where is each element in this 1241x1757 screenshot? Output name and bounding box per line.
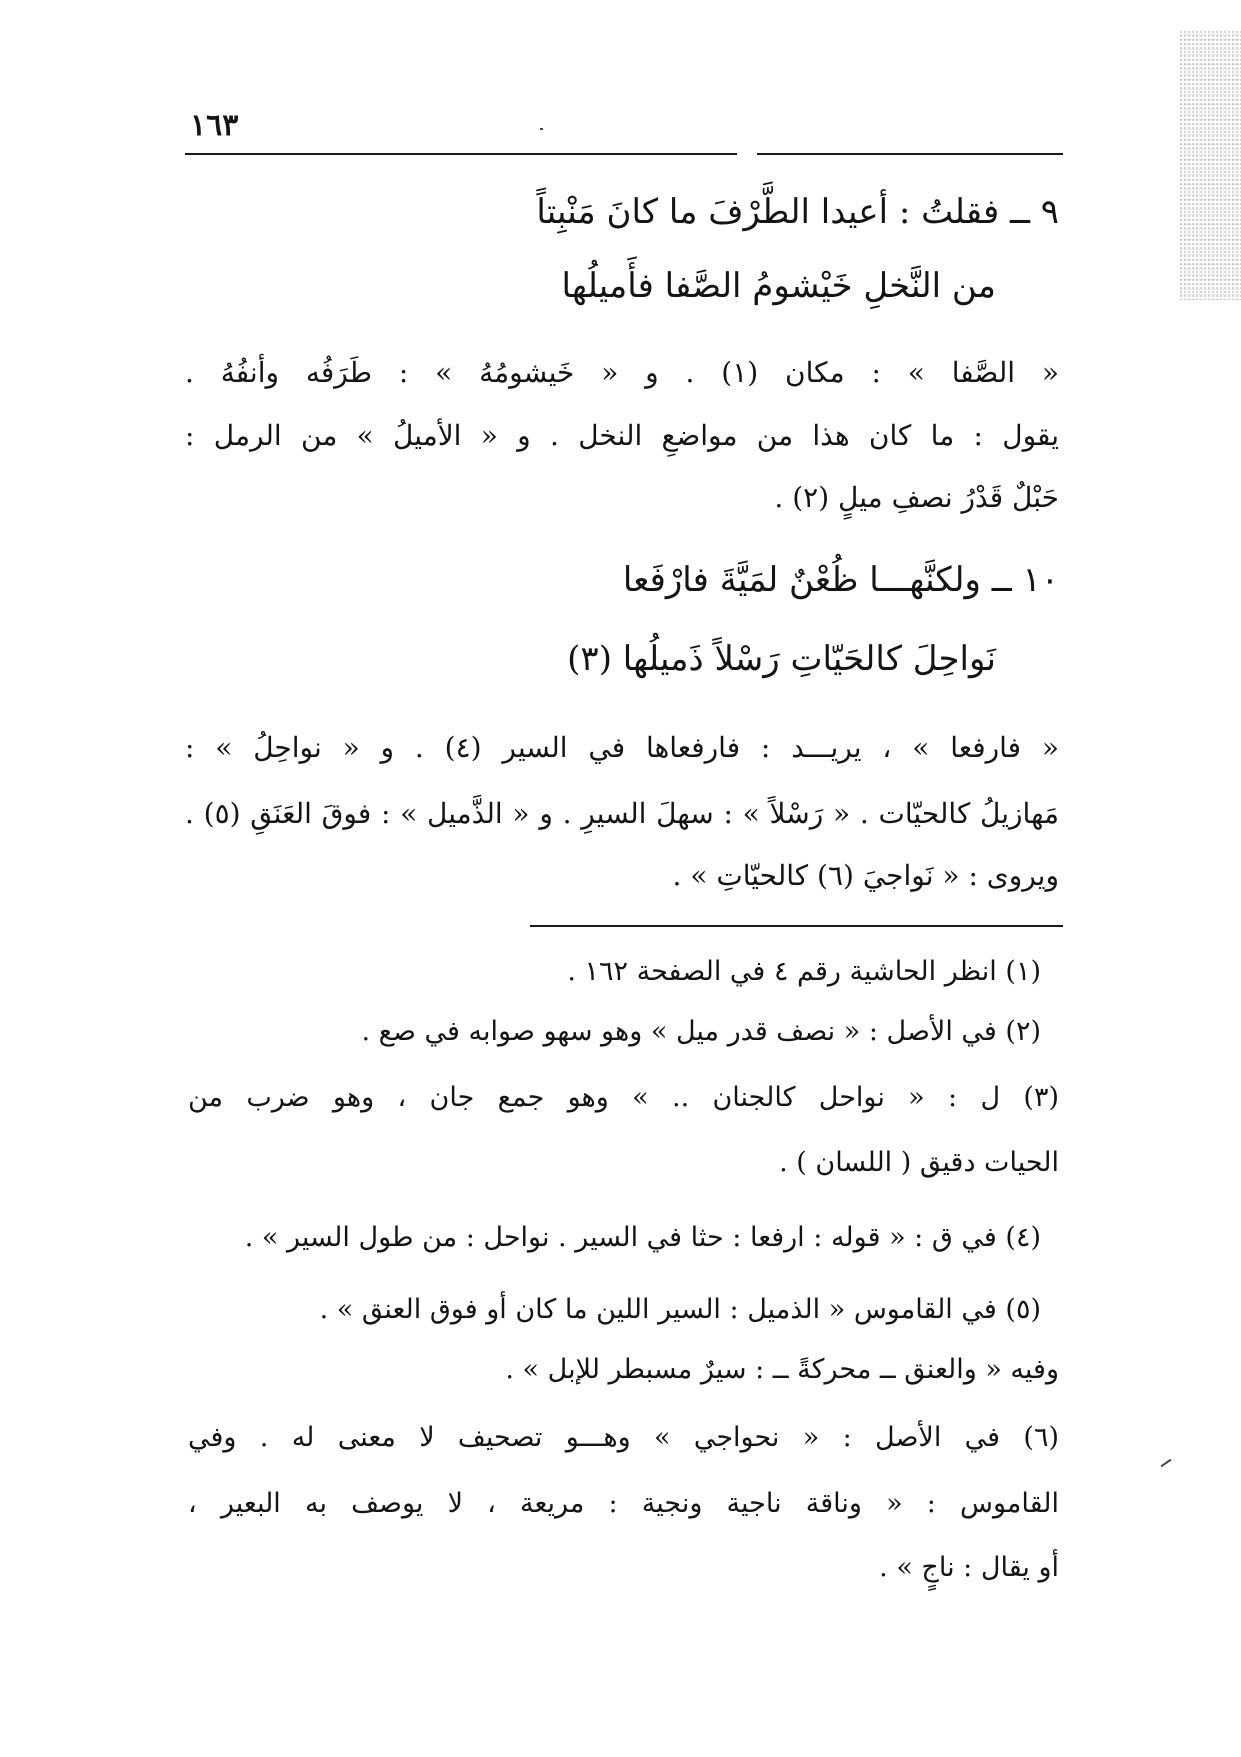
scan-speck [540,128,543,130]
footnote-5-line-2: وفيه « والعنق ــ محركةً ــ : سيرٌ مسبطر للإبل » . [505,1354,1059,1385]
commentary-10-line-3: ويروى : « نَواجيَ (٦) كالحيّاتِ » . [672,859,1059,892]
page-number: ١٦٣ [190,108,239,143]
commentary-9-line-3: حَبْلٌ قَدْرُ نصفِ ميلٍ (٢) . [774,481,1059,514]
footnote-4: (٤) في ق : « قوله : ارفعا : حثا في السير . نواحل : من طول السير » . [244,1222,1041,1253]
commentary-10-line-2: مَهازيلُ كالحيّات . « رَسْلاً » : سهلَ السيرِ . و « الذَّميل » : فوقَ العَنَقِ (٥) . [185,797,1059,830]
commentary-10-line-1: « فارفعا » ، يريـــد : فارفعاها في السير (٤) . و « نواحِلُ » : [185,731,1060,764]
verse-10-second-hemistich: نَواحِلَ كالحَيّاتِ رَسْلاً ذَميلُها (٣) [567,639,996,679]
footnote-3-line-2: الحيات دقيق ( اللسان ) . [779,1147,1059,1178]
verse-9-second-hemistich: من النَّخلِ خَيْشومُ الصَّفا فأَميلُها [561,266,996,306]
footnote-3-line-1: (٣) ل : « نواحل كالجنان .. » وهو جمع جان ، وهو ضرب من [188,1082,1059,1113]
footnote-6-line-3: أو يقال : ناجٍ » . [879,1552,1059,1583]
footnote-6-line-2: القاموس : « وناقة ناجية ونجية : مريعة ، لا يوصف به البعير ، [188,1488,1059,1519]
footnote-5-line-1: (٥) في القاموس « الذميل : السير اللين ما كان أو فوق العنق » . [319,1294,1041,1325]
footnote-separator [530,925,1063,927]
verse-10-first-hemistich: ١٠ ــ ولكنَّهـــا ظُعْنٌ لمَيَّةَ فارْفَعا [622,560,1059,600]
commentary-9-line-1: « الصَّفا » : مكان (١) . و « خَيشومُهُ » : طَرَفُه وأنفُهُ . [185,356,1060,389]
header-rule-right [757,153,1063,155]
verse-9-first-hemistich: ٩ ــ فقلتُ : أعيدا الطَّرْفَ ما كانَ مَنْبِتاً [536,192,1059,232]
footnote-6-line-1: (٦) في الأصل : « نحواجي » وهـــو تصحيف لا معنى له . وفي [188,1422,1059,1453]
scan-edge-noise [1179,30,1241,300]
footnote-1: (١) انظر الحاشية رقم ٤ في الصفحة ١٦٢ . [567,956,1041,987]
scan-speck [1161,1459,1172,1468]
commentary-9-line-2: يقول : ما كان هذا من مواضعِ النخل . و « الأميلُ » من الرمل : [185,419,1059,452]
header-rule-left [185,153,737,155]
footnote-2: (٢) في الأصل : « نصف قدر ميل » وهو سهو صوابه في صع . [361,1016,1041,1047]
